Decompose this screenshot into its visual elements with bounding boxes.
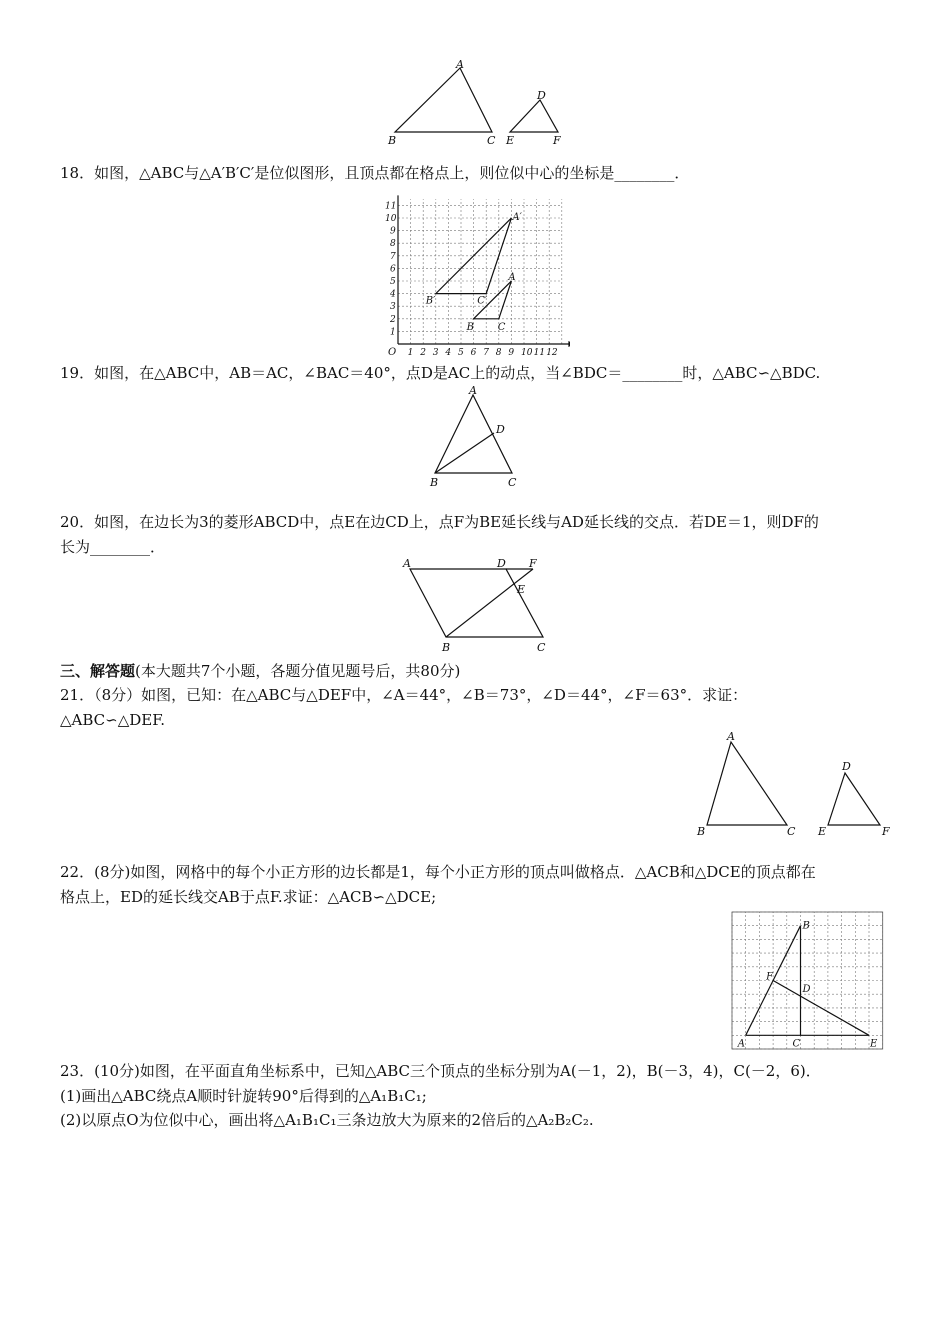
label-f: F [766, 971, 774, 983]
question-23-part2: (2)以原点O为位似中心，画出将△A₁B₁C₁三条边放大为原来的2倍后的△A₂B₂C₂. [60, 1111, 594, 1129]
x-tick-label: 2 [420, 348, 426, 358]
figure-20-rhombus [398, 555, 558, 655]
figure-21-triangles [690, 728, 900, 840]
label-c: C [537, 641, 546, 654]
label-b-prime: B′ [425, 295, 436, 307]
triangle-def [510, 100, 558, 132]
label-b: B [802, 920, 810, 932]
y-tick-label: 2 [390, 314, 396, 325]
x-axis-arrow [568, 341, 570, 347]
label-c: C [508, 476, 517, 489]
y-tick-label: 3 [390, 302, 396, 313]
triangle-abc [395, 68, 492, 132]
question-22-line1: 22．(8分)如图，网格中的每个小正方形的边长都是1，每个小正方形的顶点叫做格点．△ACB和△DCE的顶点都在 [60, 863, 816, 881]
figure-19-triangle [420, 385, 530, 490]
y-tick-label: 6 [390, 264, 396, 275]
label-c: C [487, 134, 496, 147]
x-tick-label: 3 [432, 348, 439, 358]
label-e: E [870, 1038, 878, 1050]
label-a: A [508, 272, 516, 283]
label-a: A [469, 385, 477, 397]
question-18: 18．如图，△ABC与△A′B′C′是位似图形，且顶点都在格点上，则位似中心的坐标是________． [60, 164, 690, 182]
label-a: A [456, 58, 464, 71]
label-e: E [818, 825, 827, 838]
question-23-part1: (1)画出△ABC绕点A顺时针旋转90°后得到的△A₁B₁C₁; [60, 1087, 427, 1105]
label-c: C [787, 825, 796, 838]
label-f: F [529, 557, 537, 570]
y-tick-label: 4 [390, 289, 396, 300]
label-e: E [517, 583, 526, 596]
question-22-line2: 格点上，ED的延长线交AB于点F.求证：△ACB∽△DCE; [60, 888, 437, 906]
triangle-def [828, 773, 880, 825]
label-d: D [496, 423, 505, 436]
x-tick-label: 1 [407, 348, 414, 358]
figure-18-grid [370, 192, 570, 362]
y-tick-label: 5 [390, 277, 396, 287]
question-21-line2: △ABC∽△DEF. [60, 711, 166, 729]
label-b: B [442, 641, 451, 654]
label-b: B [697, 825, 706, 838]
rhombus-abcd [410, 569, 543, 637]
segment-ef [773, 981, 869, 1036]
x-tick-label: 8 [495, 348, 502, 358]
x-tick-label: 7 [483, 348, 489, 358]
label-d: D [842, 760, 851, 773]
label-f: F [882, 825, 890, 838]
label-b: B [466, 321, 474, 333]
question-19: 19．如图，在△ABC中，AB＝AC，∠BAC＝40°，点D是AC上的动点，当∠BDC＝________时，△ABC∽△BDC. [60, 364, 821, 382]
question-20-line2: 长为________． [60, 538, 166, 556]
segment-bf [446, 569, 533, 637]
x-tick-label: 5 [458, 348, 464, 358]
x-tick-label: 10 [521, 348, 533, 358]
label-a: A [737, 1038, 745, 1050]
y-tick-label: 1 [390, 327, 396, 338]
label-c: C [497, 321, 506, 333]
label-b: B [388, 134, 397, 147]
label-c: C [792, 1038, 801, 1050]
section-3-heading: 三、解答题 [60, 662, 136, 680]
y-tick-label: 10 [385, 214, 397, 224]
section-3-title [60, 661, 460, 681]
x-tick-label: 11 [533, 348, 546, 358]
question-20-line1: 20．如图，在边长为3的菱形ABCD中，点E在边CD上，点F为BE延长线与AD延长线的交点．若DE＝1，则DF的 [60, 513, 819, 531]
triangle-abc [707, 742, 787, 825]
label-a: A [403, 557, 411, 570]
section-3-note: (本大题共7个小题，各题分值见题号后，共80分) [135, 662, 461, 680]
label-f: F [553, 134, 561, 147]
question-23-line1: 23．(10分)如图，在平面直角坐标系中，已知△ABC三个顶点的坐标分别为A(－1，2)，B(－3，4)，C(－2，6)． [60, 1062, 821, 1080]
label-d: D [802, 984, 811, 996]
y-tick-label: 8 [390, 239, 396, 250]
label-a: A [727, 730, 735, 743]
figure-top-triangles [380, 58, 580, 148]
x-tick-label: 12 [546, 348, 558, 358]
origin-label: O [388, 347, 397, 358]
x-tick-label: 9 [508, 348, 515, 358]
x-tick-label: 6 [470, 348, 477, 358]
label-d: D [537, 89, 546, 102]
segment-bd [435, 433, 494, 473]
label-e: E [506, 134, 515, 147]
question-21-line1: 21．（8分）如图，已知：在△ABC与△DEF中，∠A＝44°，∠B＝73°，∠D＝44°，∠F＝63°．求证： [60, 686, 748, 704]
x-tick-label: 4 [445, 348, 452, 358]
y-tick-label: 11 [385, 201, 397, 212]
y-tick-label: 7 [390, 251, 396, 262]
label-d: D [497, 557, 506, 570]
y-tick-label: 9 [390, 226, 396, 237]
label-a-prime: A′ [512, 212, 522, 223]
label-b: B [430, 476, 439, 489]
label-c-prime: C′ [477, 295, 488, 307]
figure-22-grid [728, 905, 898, 1055]
